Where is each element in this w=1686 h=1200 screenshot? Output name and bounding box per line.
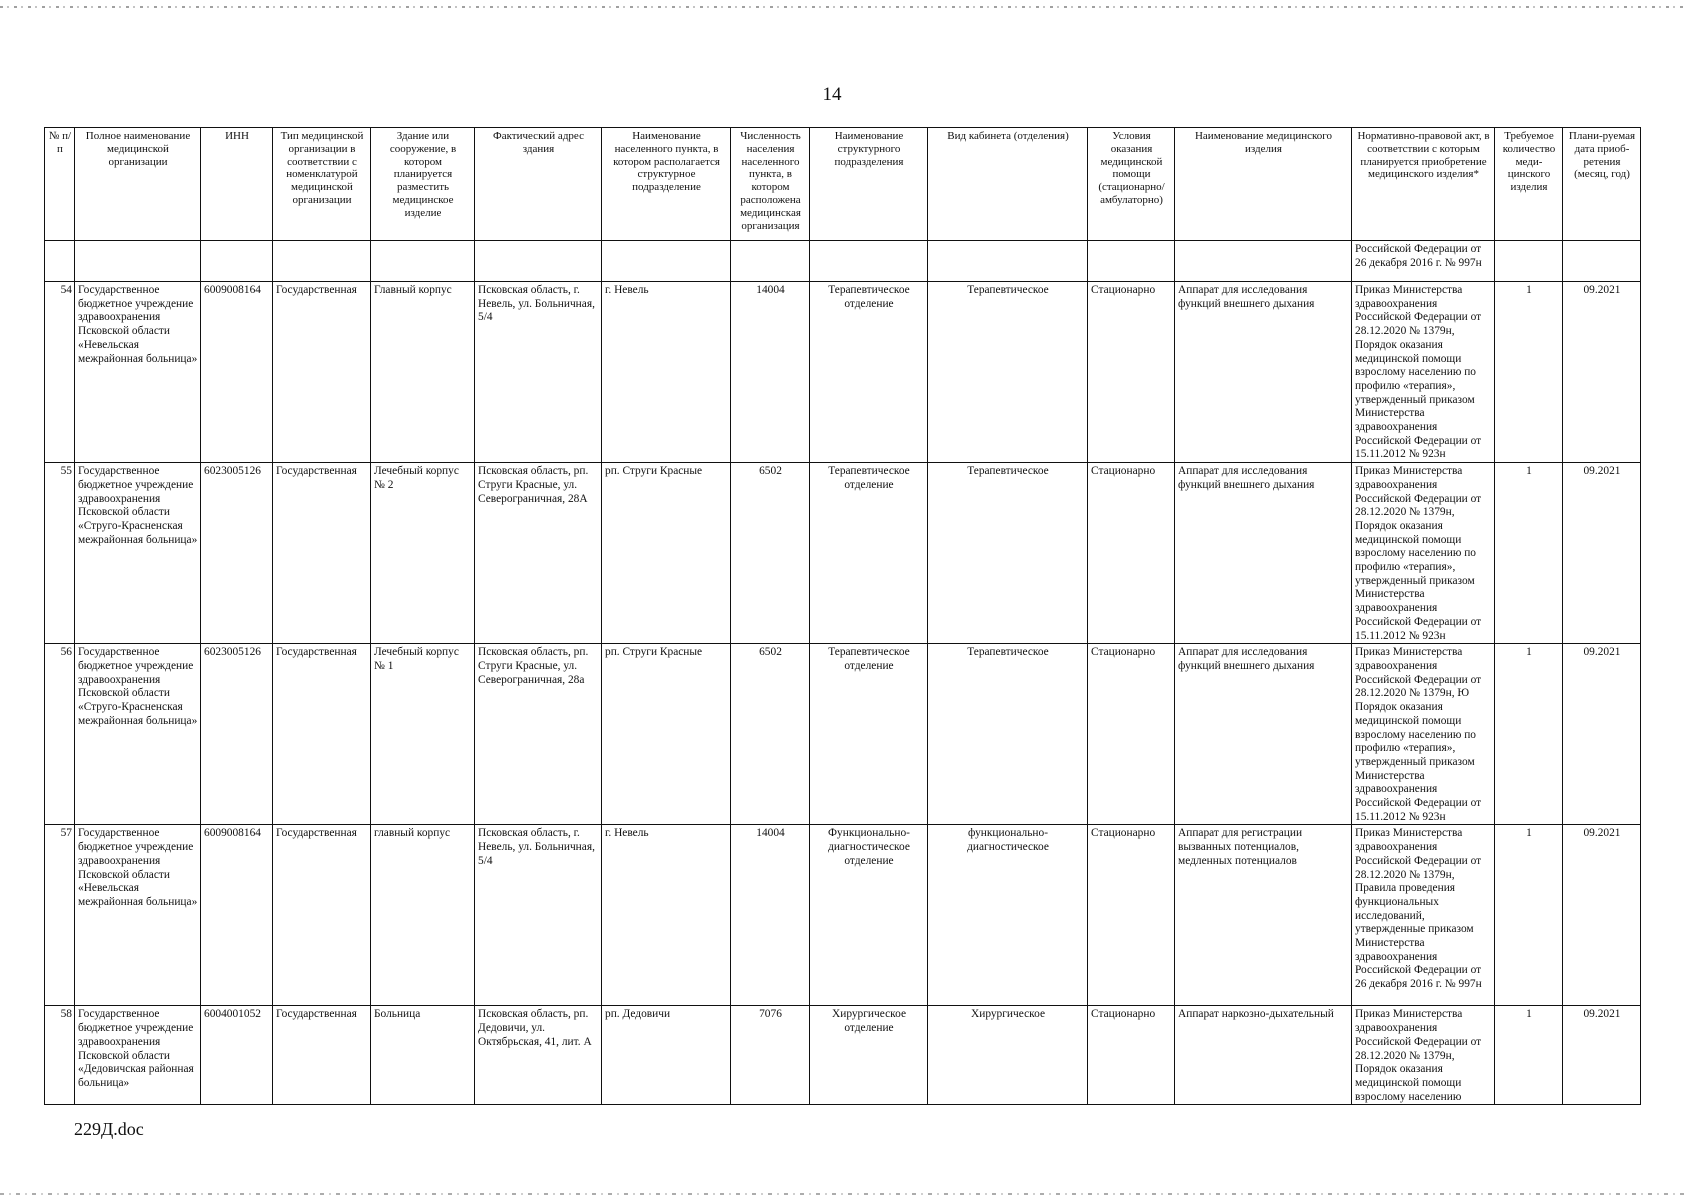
- col-header-type: Тип медицинской организации в соответствии с номенклатурой медицинской организации: [273, 128, 371, 241]
- page-number: 14: [822, 84, 842, 105]
- cell-unit: Терапевтическое отделение: [810, 282, 928, 463]
- cell-num: 58: [45, 1006, 75, 1105]
- equipment-table: [44, 127, 1641, 1105]
- cell-type: [273, 241, 371, 282]
- cell-num: 55: [45, 463, 75, 644]
- cell-cabinet: Терапевтическое: [928, 282, 1088, 463]
- cell-cabinet: Терапевтическое: [928, 463, 1088, 644]
- cell-act: Приказ Министерства здравоохранения Российской Федерации от 28.12.2020 № 1379н, Порядок оказания медицинской помощи взрослому населению по профилю «терапия», утвержденный приказом Министерства здравоохранения Российской Федерации от 15.11.2012 № 923н: [1352, 282, 1495, 463]
- cell-device: Аппарат для исследования функций внешнего дыхания: [1175, 644, 1352, 825]
- col-header-building: Здание или сооружение, в котором планируется разместить медицинское изделие: [371, 128, 475, 241]
- cell-qty: 1: [1495, 825, 1563, 1006]
- col-header-cabinet: Вид кабинета (отделения): [928, 128, 1088, 241]
- cell-qty: 1: [1495, 644, 1563, 825]
- cell-inn: 6009008164: [201, 282, 273, 463]
- table-row: [45, 825, 1641, 1006]
- cell-address: Псковская область, рп. Дедовичи, ул. Октябрьская, 41, лит. А: [475, 1006, 602, 1105]
- cell-population: 14004: [731, 825, 810, 1006]
- cell-num: [45, 241, 75, 282]
- table-header-row: [45, 128, 1641, 241]
- cell-date: [1563, 241, 1641, 282]
- col-header-device: Наименование медицинского изделия: [1175, 128, 1352, 241]
- cell-org: Государственное бюджетное учреждение здравоохранения Псковской области «Струго-Красненская межрайонная больница»: [75, 644, 201, 825]
- scan-edge-bottom: [0, 1193, 1686, 1195]
- cell-address: Псковская область, рп. Струги Красные, ул. Северограничная, 28А: [475, 463, 602, 644]
- cell-qty: 1: [1495, 1006, 1563, 1105]
- cell-device: Аппарат для исследования функций внешнего дыхания: [1175, 282, 1352, 463]
- cell-act: Российской Федерации от 26 декабря 2016 г. № 997н: [1352, 241, 1495, 282]
- cell-qty: 1: [1495, 463, 1563, 644]
- cell-inn: 6023005126: [201, 644, 273, 825]
- table-row: [45, 282, 1641, 463]
- cell-inn: 6023005126: [201, 463, 273, 644]
- cell-date: 09.2021: [1563, 463, 1641, 644]
- cell-date: 09.2021: [1563, 825, 1641, 1006]
- cell-type: Государственная: [273, 1006, 371, 1105]
- cell-unit: Терапевтическое отделение: [810, 463, 928, 644]
- cell-inn: 6004001052: [201, 1006, 273, 1105]
- cell-date: 09.2021: [1563, 644, 1641, 825]
- cell-inn: 6009008164: [201, 825, 273, 1006]
- cell-device: Аппарат наркозно-дыхательный: [1175, 1006, 1352, 1105]
- document-filename: 229Д.doc: [74, 1119, 144, 1139]
- cell-locality: [602, 241, 731, 282]
- cell-cabinet: [928, 241, 1088, 282]
- table-row: [45, 1006, 1641, 1105]
- cell-address: Псковская область, г. Невель, ул. Больничная, 5/4: [475, 282, 602, 463]
- cell-address: [475, 241, 602, 282]
- col-header-date: Плани-руемая дата приоб-ретения (месяц, год): [1563, 128, 1641, 241]
- cell-org: Государственное бюджетное учреждение здравоохранения Псковской области «Струго-Красненская межрайонная больница»: [75, 463, 201, 644]
- cell-unit: [810, 241, 928, 282]
- cell-building: Лечебный корпус № 1: [371, 644, 475, 825]
- cell-device: Аппарат для регистрации вызванных потенциалов, медленных потенциалов: [1175, 825, 1352, 1006]
- table-row: [45, 644, 1641, 825]
- cell-act: Приказ Министерства здравоохранения Российской Федерации от 28.12.2020 № 1379н, Ю Порядок оказания медицинской помощи взрослому населению по профилю «терапия», утвержденный приказом Министерства здравоохранения Российской Федерации от 15.11.2012 № 923н: [1352, 644, 1495, 825]
- cell-population: 6502: [731, 644, 810, 825]
- cell-conditions: Стационарно: [1088, 1006, 1175, 1105]
- cell-locality: г. Невель: [602, 825, 731, 1006]
- cell-building: [371, 241, 475, 282]
- col-header-act: Нормативно-правовой акт, в соответствии с которым планируется приобретение медицинского изделия*: [1352, 128, 1495, 241]
- cell-date: 09.2021: [1563, 282, 1641, 463]
- cell-org: Государственное бюджетное учреждение здравоохранения Псковской области «Невельская межрайонная больница»: [75, 282, 201, 463]
- cell-act: Приказ Министерства здравоохранения Российской Федерации от 28.12.2020 № 1379н, Порядок оказания медицинской помощи взрослому населению: [1352, 1006, 1495, 1105]
- cell-cabinet: Терапевтическое: [928, 644, 1088, 825]
- cell-type: Государственная: [273, 825, 371, 1006]
- cell-org: [75, 241, 201, 282]
- cell-unit: Терапевтическое отделение: [810, 644, 928, 825]
- col-header-locality: Наименование населенного пункта, в котором располагается структурное подразделение: [602, 128, 731, 241]
- col-header-inn: ИНН: [201, 128, 273, 241]
- cell-locality: рп. Струги Красные: [602, 463, 731, 644]
- cell-date: 09.2021: [1563, 1006, 1641, 1105]
- cell-type: Государственная: [273, 644, 371, 825]
- cell-building: главный корпус: [371, 825, 475, 1006]
- col-header-address: Фактический адрес здания: [475, 128, 602, 241]
- col-header-org: Полное наименование медицинской организации: [75, 128, 201, 241]
- col-header-qty: Требуемое количество меди-цинского изделия: [1495, 128, 1563, 241]
- cell-address: Псковская область, г. Невель, ул. Больничная, 5/4: [475, 825, 602, 1006]
- cell-conditions: Стационарно: [1088, 825, 1175, 1006]
- cell-conditions: Стационарно: [1088, 644, 1175, 825]
- cell-address: Псковская область, рп. Струги Красные, ул. Северограничная, 28а: [475, 644, 602, 825]
- cell-device: [1175, 241, 1352, 282]
- cell-locality: г. Невель: [602, 282, 731, 463]
- cell-population: [731, 241, 810, 282]
- table-row: [45, 463, 1641, 644]
- cell-act: Приказ Министерства здравоохранения Российской Федерации от 28.12.2020 № 1379н, Порядок оказания медицинской помощи взрослому населению по профилю «терапия», утвержденный приказом Министерства здравоохранения Российской Федерации от 15.11.2012 № 923н: [1352, 463, 1495, 644]
- cell-num: 56: [45, 644, 75, 825]
- cell-num: 57: [45, 825, 75, 1006]
- cell-inn: [201, 241, 273, 282]
- cell-cabinet: Хирургическое: [928, 1006, 1088, 1105]
- cell-type: Государственная: [273, 282, 371, 463]
- cell-qty: 1: [1495, 282, 1563, 463]
- cell-unit: Хирургическое отделение: [810, 1006, 928, 1105]
- cell-type: Государственная: [273, 463, 371, 644]
- cell-cabinet: функционально-диагностическое: [928, 825, 1088, 1006]
- cell-locality: рп. Струги Красные: [602, 644, 731, 825]
- cell-device: Аппарат для исследования функций внешнего дыхания: [1175, 463, 1352, 644]
- cell-conditions: Стационарно: [1088, 463, 1175, 644]
- cell-org: Государственное бюджетное учреждение здравоохранения Псковской области «Дедовичская районная больница»: [75, 1006, 201, 1105]
- cell-conditions: [1088, 241, 1175, 282]
- cell-org: Государственное бюджетное учреждение здравоохранения Псковской области «Невельская межрайонная больница»: [75, 825, 201, 1006]
- cell-building: Лечебный корпус № 2: [371, 463, 475, 644]
- cell-population: 14004: [731, 282, 810, 463]
- cell-conditions: Стационарно: [1088, 282, 1175, 463]
- col-header-num: № п/п: [45, 128, 75, 241]
- col-header-population: Численность населения населенного пункта, в котором расположена медицинская организация: [731, 128, 810, 241]
- scan-edge-top: [0, 6, 1686, 8]
- col-header-unit: Наименование структурного подразделения: [810, 128, 928, 241]
- cell-locality: рп. Дедовичи: [602, 1006, 731, 1105]
- cell-building: Больница: [371, 1006, 475, 1105]
- cell-building: Главный корпус: [371, 282, 475, 463]
- cell-population: 6502: [731, 463, 810, 644]
- cell-population: 7076: [731, 1006, 810, 1105]
- cell-qty: [1495, 241, 1563, 282]
- col-header-conditions: Условия оказания медицинской помощи (стационарно/ амбулаторно): [1088, 128, 1175, 241]
- cell-unit: Функционально-диагностическое отделение: [810, 825, 928, 1006]
- table-row-continuation: [45, 241, 1641, 282]
- cell-num: 54: [45, 282, 75, 463]
- cell-act: Приказ Министерства здравоохранения Российской Федерации от 28.12.2020 № 1379н, Правила проведения функциональных исследований, утвержденные приказом Министерства здравоохранения Российской Федерации от 26 декабря 2016 г. № 997н: [1352, 825, 1495, 1006]
